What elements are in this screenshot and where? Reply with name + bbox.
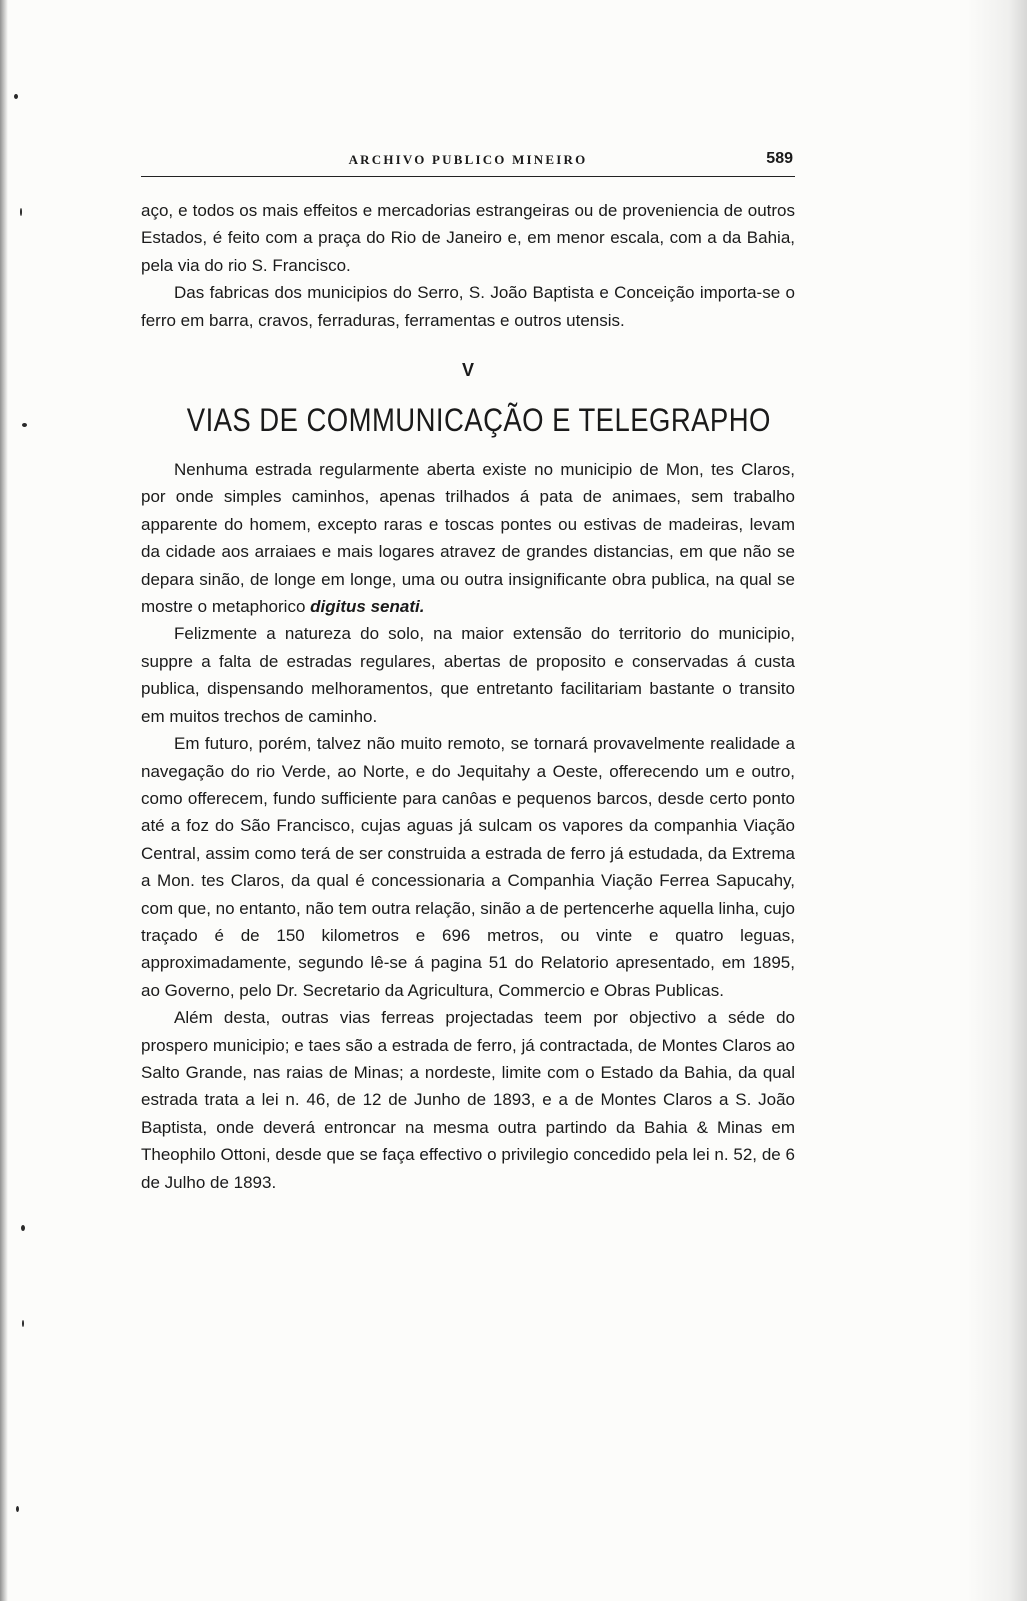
latin-phrase: digitus senati. [310, 597, 425, 617]
intro-text [141, 197, 795, 334]
running-title: ARCHIVO PUBLICO MINEIRO [348, 152, 588, 167]
section-paragraph: Além desta, outras vias ferreas projectadas teem por objectivo a séde do prospero municipio; e taes são a estrada de ferro, já contractada, de Montes Claros ao Salto Grande, nas raias de Minas; a nordeste, limite com o Estado da Bahia, da qual estrada trata a lei n. 46, de 12 de Junho de 1893, e a de Montes Claros a S. João Baptista, onde deverá entroncar na mesma outra partindo da Bahia & Minas em Theophilo Ottoni, desde que se faça effectivo o privilegio concedido pela lei n. 52, de 6 de Julho de 1893. [141, 1008, 795, 1192]
intro-paragraph: aço, e todos os mais effeitos e mercadorias estrangeiras ou de proveniencia de outros Estados, é feito com a praça do Rio de Janeiro e, em menor escala, com a da Bahia, pela via do rio S. Francisco. [141, 201, 795, 275]
page-column [141, 150, 795, 1196]
section-paragraph: Felizmente a natureza do solo, na maior extensão do territorio do municipio, suppre a falta de estradas regulares, abertas de proposito e conservadas á custa publica, dispensando melhoramentos, que entretanto facilitariam bastante o transito em muitos trechos de caminho. [141, 624, 795, 726]
section-number: V [461, 360, 474, 381]
section-title: VIAS DE COMMUNICAÇÃO E TELEGRAPHO [186, 402, 771, 439]
section-text [141, 456, 795, 1196]
scan-speck [20, 208, 22, 216]
scan-speck [22, 1320, 24, 1327]
running-header [141, 150, 795, 177]
section-paragraph: Em futuro, porém, talvez não muito remoto, se tornará provavelmente realidade a navegação do rio Verde, ao Norte, e do Jequitahy a Oeste, offerecendo um e outro, como offerecem, fundo sufficiente para canôas e pequenos barcos, desde certo ponto até a foz do São Francisco, cujas aguas já sulcam os vapores da companhia Viação Central, assim como terá de ser construida a estrada de ferro já estudada, da Extrema a Mon. tes Claros, da qual é concessionaria a Companhia Viação Ferrea Sapucahy, com que, no entanto, não tem outra relação, sinão a de pertencerhe aquella linha, cujo traçado é de 150 kilometros e 696 metros, ou vinte e quatro leguas, approximadamente, segundo lê-se á pagina 51 do Relatorio apresentado, em 1895, ao Governo, pelo Dr. Secretario da Agricultura, Commercio e Obras Publicas. [141, 734, 795, 1000]
intro-paragraph: Das fabricas dos municipios do Serro, S. João Baptista e Conceição importa-se o ferro em barra, cravos, ferraduras, ferramentas e outros utensis. [141, 283, 795, 330]
scan-speck [14, 94, 18, 99]
scan-speck [22, 423, 27, 427]
scan-right-edge [967, 0, 1027, 1601]
scan-speck [21, 1225, 25, 1231]
page-number: 589 [766, 150, 793, 167]
paragraph-text: Nenhuma estrada regularmente aberta existe no municipio de Mon, tes Claros, por onde simples caminhos, apenas trilhados á pata de animaes, sem trabalho apparente do homem, excepto raras e toscas pontes ou estivas de madeiras, levam da cidade aos arraiaes e mais logares atravez de grandes distancias, em que não se depara sinão, de longe em longe, uma ou outra insignificante obra publica, na qual se mostre o metaphorico [141, 460, 795, 617]
scan-left-edge [0, 0, 8, 1601]
scan-speck [16, 1506, 19, 1512]
section-paragraph [141, 456, 795, 620]
